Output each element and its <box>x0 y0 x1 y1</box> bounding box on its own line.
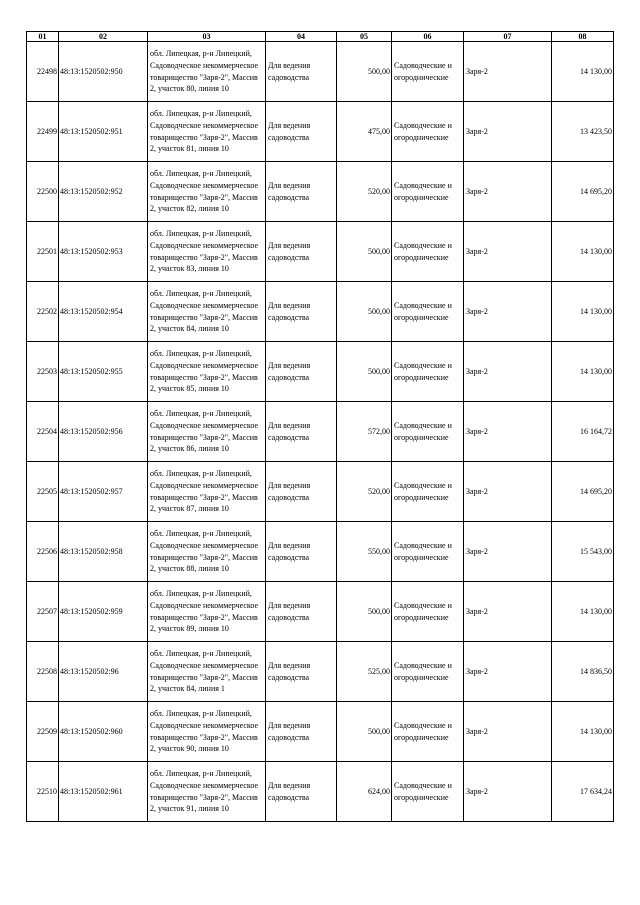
permitted-use: Для ведения садоводства <box>266 162 337 222</box>
permitted-use: Для ведения садоводства <box>266 582 337 642</box>
row-id: 22503 <box>27 342 59 402</box>
document-page <box>26 31 613 822</box>
cadastral-value: 17 634,24 <box>552 762 614 822</box>
partnership-name: Заря-2 <box>464 582 552 642</box>
permitted-use: Для ведения садоводства <box>266 402 337 462</box>
permitted-use: Для ведения садоводства <box>266 342 337 402</box>
cadastral-value: 16 164,72 <box>552 402 614 462</box>
land-category: Садоводческие и огороднические <box>392 642 464 702</box>
cadastral-value: 14 130,00 <box>552 222 614 282</box>
column-header-04: 04 <box>266 32 337 42</box>
address: обл. Липецкая, р-н Липецкий, Садоводческое некоммерческое товарищество "Заря-2", Массив 2, участок 84, линия 1 <box>148 642 266 702</box>
address: обл. Липецкая, р-н Липецкий, Садоводческое некоммерческое товарищество "Заря-2", Массив 2, участок 84, линия 10 <box>148 282 266 342</box>
area: 500,00 <box>337 342 392 402</box>
land-category: Садоводческие и огороднические <box>392 702 464 762</box>
row-id: 22506 <box>27 522 59 582</box>
row-id: 22507 <box>27 582 59 642</box>
header-row <box>27 32 614 42</box>
row-id: 22502 <box>27 282 59 342</box>
address: обл. Липецкая, р-н Липецкий, Садоводческое некоммерческое товарищество "Заря-2", Массив 2, участок 88, линия 10 <box>148 522 266 582</box>
land-category: Садоводческие и огороднические <box>392 42 464 102</box>
address: обл. Липецкая, р-н Липецкий, Садоводческое некоммерческое товарищество "Заря-2", Массив 2, участок 80, линия 10 <box>148 42 266 102</box>
table-row <box>27 642 614 702</box>
cadastral-number: 48:13:1520502:957 <box>59 462 148 522</box>
row-id: 22504 <box>27 402 59 462</box>
area: 500,00 <box>337 582 392 642</box>
cadastral-number: 48:13:1520502:953 <box>59 222 148 282</box>
land-category: Садоводческие и огороднические <box>392 282 464 342</box>
address: обл. Липецкая, р-н Липецкий, Садоводческое некоммерческое товарищество "Заря-2", Массив 2, участок 89, линия 10 <box>148 582 266 642</box>
cadastral-number: 48:13:1520502:951 <box>59 102 148 162</box>
address: обл. Липецкая, р-н Липецкий, Садоводческое некоммерческое товарищество "Заря-2", Массив 2, участок 82, линия 10 <box>148 162 266 222</box>
cadastral-number: 48:13:1520502:959 <box>59 582 148 642</box>
column-header-03: 03 <box>148 32 266 42</box>
area: 624,00 <box>337 762 392 822</box>
area: 520,00 <box>337 462 392 522</box>
cadastral-value: 14 695,20 <box>552 462 614 522</box>
permitted-use: Для ведения садоводства <box>266 702 337 762</box>
cadastral-number: 48:13:1520502:96 <box>59 642 148 702</box>
row-id: 22509 <box>27 702 59 762</box>
cadastral-number: 48:13:1520502:956 <box>59 402 148 462</box>
partnership-name: Заря-2 <box>464 642 552 702</box>
cadastral-number: 48:13:1520502:961 <box>59 762 148 822</box>
table-row <box>27 102 614 162</box>
land-category: Садоводческие и огороднические <box>392 762 464 822</box>
address: обл. Липецкая, р-н Липецкий, Садоводческое некоммерческое товарищество "Заря-2", Массив 2, участок 85, линия 10 <box>148 342 266 402</box>
column-header-05: 05 <box>337 32 392 42</box>
area: 520,00 <box>337 162 392 222</box>
area: 475,00 <box>337 102 392 162</box>
column-header-08: 08 <box>552 32 614 42</box>
address: обл. Липецкая, р-н Липецкий, Садоводческое некоммерческое товарищество "Заря-2", Массив 2, участок 86, линия 10 <box>148 402 266 462</box>
permitted-use: Для ведения садоводства <box>266 642 337 702</box>
partnership-name: Заря-2 <box>464 282 552 342</box>
land-category: Садоводческие и огороднические <box>392 402 464 462</box>
row-id: 22508 <box>27 642 59 702</box>
cadastral-number: 48:13:1520502:955 <box>59 342 148 402</box>
area: 550,00 <box>337 522 392 582</box>
partnership-name: Заря-2 <box>464 162 552 222</box>
land-category: Садоводческие и огороднические <box>392 162 464 222</box>
permitted-use: Для ведения садоводства <box>266 222 337 282</box>
column-header-07: 07 <box>464 32 552 42</box>
land-category: Садоводческие и огороднические <box>392 582 464 642</box>
address: обл. Липецкая, р-н Липецкий, Садоводческое некоммерческое товарищество "Заря-2", Массив 2, участок 91, линия 10 <box>148 762 266 822</box>
land-category: Садоводческие и огороднические <box>392 522 464 582</box>
partnership-name: Заря-2 <box>464 702 552 762</box>
cadastral-value: 14 695,20 <box>552 162 614 222</box>
partnership-name: Заря-2 <box>464 762 552 822</box>
table-row <box>27 462 614 522</box>
row-id: 22499 <box>27 102 59 162</box>
land-plots-table <box>26 31 614 822</box>
partnership-name: Заря-2 <box>464 342 552 402</box>
cadastral-number: 48:13:1520502:958 <box>59 522 148 582</box>
permitted-use: Для ведения садоводства <box>266 762 337 822</box>
table-body <box>27 42 614 822</box>
cadastral-value: 14 130,00 <box>552 342 614 402</box>
row-id: 22510 <box>27 762 59 822</box>
table-row <box>27 222 614 282</box>
permitted-use: Для ведения садоводства <box>266 522 337 582</box>
table-row <box>27 162 614 222</box>
cadastral-value: 15 543,00 <box>552 522 614 582</box>
partnership-name: Заря-2 <box>464 102 552 162</box>
area: 525,00 <box>337 642 392 702</box>
land-category: Садоводческие и огороднические <box>392 102 464 162</box>
table-row <box>27 582 614 642</box>
permitted-use: Для ведения садоводства <box>266 102 337 162</box>
partnership-name: Заря-2 <box>464 402 552 462</box>
land-category: Садоводческие и огороднические <box>392 222 464 282</box>
cadastral-value: 14 836,50 <box>552 642 614 702</box>
table-row <box>27 282 614 342</box>
column-header-02: 02 <box>59 32 148 42</box>
area: 500,00 <box>337 282 392 342</box>
row-id: 22500 <box>27 162 59 222</box>
table-row <box>27 522 614 582</box>
row-id: 22501 <box>27 222 59 282</box>
permitted-use: Для ведения садоводства <box>266 282 337 342</box>
address: обл. Липецкая, р-н Липецкий, Садоводческое некоммерческое товарищество "Заря-2", Массив 2, участок 87, линия 10 <box>148 462 266 522</box>
table-row <box>27 762 614 822</box>
partnership-name: Заря-2 <box>464 522 552 582</box>
land-category: Садоводческие и огороднические <box>392 342 464 402</box>
row-id: 22505 <box>27 462 59 522</box>
partnership-name: Заря-2 <box>464 462 552 522</box>
partnership-name: Заря-2 <box>464 222 552 282</box>
column-header-01: 01 <box>27 32 59 42</box>
permitted-use: Для ведения садоводства <box>266 42 337 102</box>
cadastral-value: 14 130,00 <box>552 582 614 642</box>
table-header <box>27 32 614 42</box>
permitted-use: Для ведения садоводства <box>266 462 337 522</box>
column-header-06: 06 <box>392 32 464 42</box>
row-id: 22498 <box>27 42 59 102</box>
table-row <box>27 402 614 462</box>
cadastral-value: 14 130,00 <box>552 42 614 102</box>
address: обл. Липецкая, р-н Липецкий, Садоводческое некоммерческое товарищество "Заря-2", Массив 2, участок 83, линия 10 <box>148 222 266 282</box>
land-category: Садоводческие и огороднические <box>392 462 464 522</box>
area: 572,00 <box>337 402 392 462</box>
cadastral-value: 13 423,50 <box>552 102 614 162</box>
cadastral-number: 48:13:1520502:954 <box>59 282 148 342</box>
cadastral-value: 14 130,00 <box>552 282 614 342</box>
cadastral-number: 48:13:1520502:952 <box>59 162 148 222</box>
table-row <box>27 42 614 102</box>
area: 500,00 <box>337 222 392 282</box>
cadastral-value: 14 130,00 <box>552 702 614 762</box>
table-row <box>27 342 614 402</box>
address: обл. Липецкая, р-н Липецкий, Садоводческое некоммерческое товарищество "Заря-2", Массив 2, участок 90, линия 10 <box>148 702 266 762</box>
area: 500,00 <box>337 42 392 102</box>
cadastral-number: 48:13:1520502:960 <box>59 702 148 762</box>
address: обл. Липецкая, р-н Липецкий, Садоводческое некоммерческое товарищество "Заря-2", Массив 2, участок 81, линия 10 <box>148 102 266 162</box>
area: 500,00 <box>337 702 392 762</box>
table-row <box>27 702 614 762</box>
cadastral-number: 48:13:1520502:950 <box>59 42 148 102</box>
partnership-name: Заря-2 <box>464 42 552 102</box>
